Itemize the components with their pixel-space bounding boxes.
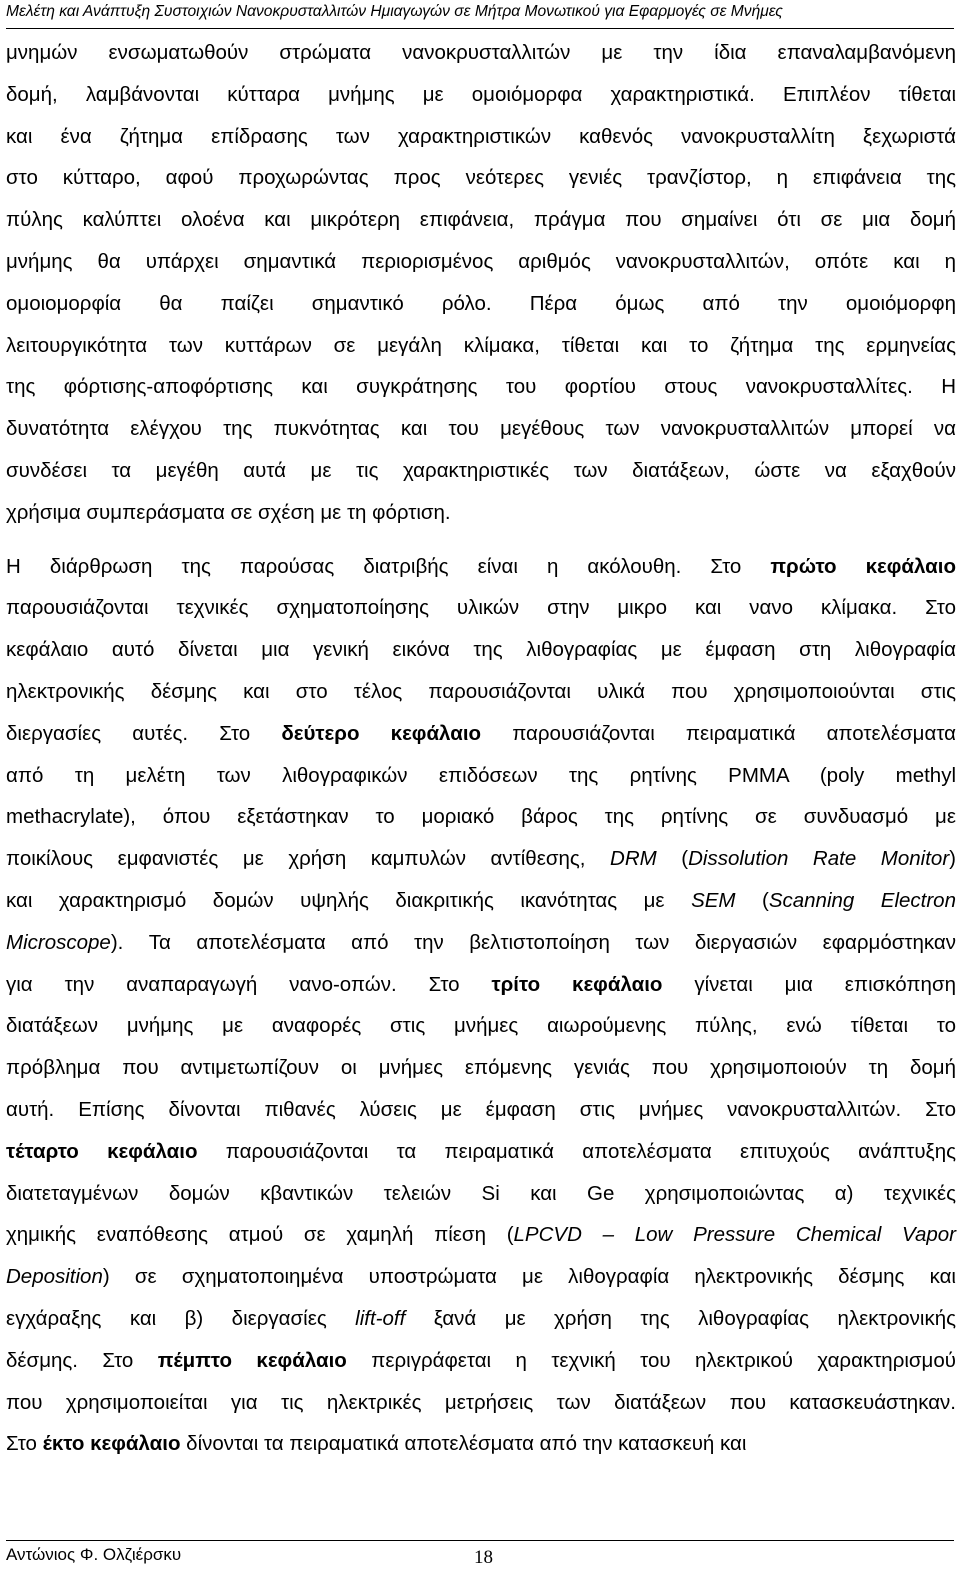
italic-text: Deposition bbox=[6, 1265, 103, 1289]
text-line bbox=[6, 74, 956, 116]
text-run: ηλεκτρονικής δέσμης και στο τέλος παρουσιάζονται υλικά που χρησιμοποιούνται στις bbox=[6, 679, 956, 703]
text-run: παρουσιάζονται πειραματικά αποτελέσματα bbox=[481, 721, 956, 745]
text-run: methacrylate), όπου εξετάστηκαν το μοριακό βάρος της ρητίνης σε συνδυασμό με bbox=[6, 805, 956, 829]
text-run: δομή, λαμβάνονται κύτταρα μνήμης με ομοιόμορφα χαρακτηριστικά. Επιπλέον τίθεται bbox=[6, 82, 956, 106]
bold-text: τέταρτο κεφάλαιο bbox=[6, 1139, 198, 1163]
text-run: κεφάλαιο αυτό δίνεται μια γενική εικόνα της λιθογραφίας με έμφαση στη λιθογραφία bbox=[6, 638, 956, 662]
text-line bbox=[6, 546, 956, 588]
text-line bbox=[6, 1089, 956, 1131]
italic-text: lift-off bbox=[355, 1306, 406, 1330]
text-line bbox=[6, 629, 956, 671]
text-line bbox=[6, 116, 956, 158]
text-run: εγχάραξης και β) διεργασίες bbox=[6, 1306, 356, 1330]
text-run: που χρησιμοποιείται για τις ηλεκτρικές μετρήσεις των διατάξεων που κατασκευάστηκαν. bbox=[6, 1390, 956, 1414]
text-run: αυτή. Επίσης δίνονται πιθανές λύσεις με έμφαση στις μνήμες νανοκρυσταλλιτών. Στο bbox=[6, 1097, 956, 1121]
text-line bbox=[6, 492, 956, 534]
text-run: διατάξεων μνήμης με αναφορές στις μνήμες αιωρούμενης πύλης, ενώ τίθεται το bbox=[6, 1014, 956, 1038]
text-run: και χαρακτηρισμό δομών υψηλής διακριτικής ικανότητας με bbox=[6, 888, 692, 912]
text-run: λειτουργικότητα των κυττάρων σε μεγάλη κλίμακα, τίθεται και το ζήτημα της ερμηνείας bbox=[6, 333, 956, 357]
text-run: και ένα ζήτημα επίδρασης των χαρακτηριστικών καθενός νανοκρυσταλλίτη ξεχωριστά bbox=[6, 124, 956, 148]
text-line bbox=[6, 1256, 956, 1298]
text-run: Στο bbox=[6, 1432, 43, 1456]
text-run: διεργασίες αυτές. Στο bbox=[6, 721, 282, 745]
text-line bbox=[6, 283, 956, 325]
italic-text: Microscope bbox=[6, 930, 111, 954]
text-run: γίνεται μια επισκόπηση bbox=[662, 972, 956, 996]
text-line bbox=[6, 796, 956, 838]
italic-text: LPCVD – Low Pressure Chemical Vapor bbox=[513, 1223, 956, 1247]
bold-text: τρίτο κεφάλαιο bbox=[491, 972, 663, 996]
text-line bbox=[6, 199, 956, 241]
text-line bbox=[6, 157, 956, 199]
text-run: μνήμης θα υπάρχει σημαντικά περιορισμένος αριθμός νανοκρυσταλλιτών, οπότε και η bbox=[6, 249, 956, 273]
bold-text: πέμπτο κεφάλαιο bbox=[157, 1348, 347, 1372]
text-run: μνημών ενσωματωθούν στρώματα νανοκρυσταλλιτών με την ίδια επαναλαμβανόμενη bbox=[6, 41, 956, 64]
text-run: ) σε σχηματοποιημένα υποστρώματα με λιθογραφία ηλεκτρονικής δέσμης και bbox=[102, 1265, 956, 1289]
text-run: δυνατότητα ελέγχου της πυκνότητας και του μεγέθους των νανοκρυσταλλιτών μπορεί να bbox=[6, 417, 956, 441]
bold-text: δεύτερο κεφάλαιο bbox=[281, 721, 482, 745]
text-line bbox=[6, 241, 956, 283]
text-run: χημικής εναπόθεσης ατμού σε χαμηλή πίεση ( bbox=[6, 1223, 514, 1247]
text-run: παρουσιάζονται τεχνικές σχηματοποίησης υλικών στην μικρο και νανο κλίμακα. Στο bbox=[6, 596, 956, 620]
text-run: από τη μελέτη των λιθογραφικών επιδόσεων της ρητίνης PMMA (poly methyl bbox=[6, 763, 956, 787]
text-run: της φόρτισης-αποφόρτισης και συγκράτησης του φορτίου στους νανοκρυσταλλίτες. Η bbox=[6, 375, 956, 399]
text-line bbox=[6, 755, 956, 797]
text-run: ποικίλους εμφανιστές με χρήση καμπυλών αντίθεσης, bbox=[6, 847, 611, 871]
text-line bbox=[6, 1298, 956, 1340]
text-run: συνδέσει τα μεγέθη αυτά με τις χαρακτηριστικές των διατάξεων, ώστε να εξαχθούν bbox=[6, 458, 956, 482]
text-run: δίνονται τα πειραματικά αποτελέσματα από την κατασκευή και bbox=[180, 1432, 747, 1456]
text-line bbox=[6, 838, 956, 880]
text-line bbox=[6, 408, 956, 450]
text-run: πρόβλημα που αντιμετωπίζουν οι μνήμες επόμενης γενιάς που χρησιμοποιούν τη δομή bbox=[6, 1056, 956, 1080]
text-line bbox=[6, 1173, 956, 1215]
text-line bbox=[6, 964, 956, 1006]
text-line bbox=[6, 713, 956, 755]
text-run: ) bbox=[949, 847, 956, 871]
text-run: ξανά με χρήση της λιθογραφίας ηλεκτρονικής bbox=[405, 1306, 956, 1330]
text-line bbox=[6, 1340, 956, 1382]
italic-text: SEM bbox=[691, 888, 736, 912]
running-header bbox=[6, 0, 954, 29]
text-line bbox=[6, 325, 956, 367]
text-run: ( bbox=[656, 847, 689, 871]
text-run: δέσμης. Στο bbox=[6, 1348, 158, 1372]
paragraph bbox=[6, 546, 956, 1466]
text-line bbox=[6, 671, 956, 713]
text-run: χρήσιμα συμπεράσματα σε σχέση με τη φόρτιση. bbox=[6, 500, 451, 524]
text-line bbox=[6, 1214, 956, 1256]
text-run: ( bbox=[735, 888, 769, 912]
text-line bbox=[6, 366, 956, 408]
bold-text: έκτο κεφάλαιο bbox=[42, 1432, 181, 1456]
text-line bbox=[6, 587, 956, 629]
text-run: παρουσιάζονται τα πειραματικά αποτελέσματα επιτυχούς ανάπτυξης bbox=[197, 1139, 956, 1163]
italic-text: DRM bbox=[610, 847, 657, 871]
page-number: 18 bbox=[474, 1547, 493, 1568]
text-run: ομοιομορφία θα παίζει σημαντικό ρόλο. Πέρα όμως από την ομοιόμορφη bbox=[6, 291, 956, 315]
text-run: στο κύτταρο, αφού προχωρώντας προς νεότερες γενιές τρανζίστορ, η επιφάνεια της bbox=[6, 166, 956, 190]
page-footer bbox=[6, 1540, 954, 1572]
text-line bbox=[6, 1131, 956, 1173]
text-line bbox=[6, 880, 956, 922]
text-run: διατεταγμένων δομών κβαντικών τελειών Si και Ge χρησιμοποιώντας α) τεχνικές bbox=[6, 1181, 956, 1205]
text-line bbox=[6, 922, 956, 964]
page-body bbox=[6, 32, 956, 1465]
bold-text: πρώτο κεφάλαιο bbox=[770, 554, 956, 578]
paragraph bbox=[6, 32, 956, 534]
text-run: ). Τα αποτελέσματα από την βελτιστοποίηση των διεργασιών εφαρμόστηκαν bbox=[110, 930, 956, 954]
header-title: Μελέτη και Ανάπτυξη Συστοιχιών Νανοκρυσταλλιτών Ημιαγωγών σε Μήτρα Μονωτικού για Εφαρμογές σε Μνήμες bbox=[6, 3, 783, 20]
text-line bbox=[6, 1382, 956, 1424]
text-line bbox=[6, 1005, 956, 1047]
italic-text: Scanning Electron bbox=[768, 888, 956, 912]
text-run: Η διάρθρωση της παρούσας διατριβής είναι η ακόλουθη. Στο bbox=[6, 554, 771, 578]
text-run: πύλης καλύπτει ολοένα και μικρότερη επιφάνεια, πράγμα που σημαίνει ότι σε μια δομή bbox=[6, 208, 956, 232]
text-run: για την αναπαραγωγή νανο-οπών. Στο bbox=[6, 972, 492, 996]
text-line bbox=[6, 1047, 956, 1089]
text-line bbox=[6, 1423, 956, 1465]
text-line bbox=[6, 450, 956, 492]
footer-author: Αντώνιος Φ. Ολζιέρσκυ bbox=[6, 1545, 182, 1564]
italic-text: Dissolution Rate Monitor bbox=[688, 847, 950, 871]
text-line bbox=[6, 32, 956, 74]
text-run: περιγράφεται η τεχνική του ηλεκτρικού χαρακτηρισμού bbox=[346, 1348, 956, 1372]
